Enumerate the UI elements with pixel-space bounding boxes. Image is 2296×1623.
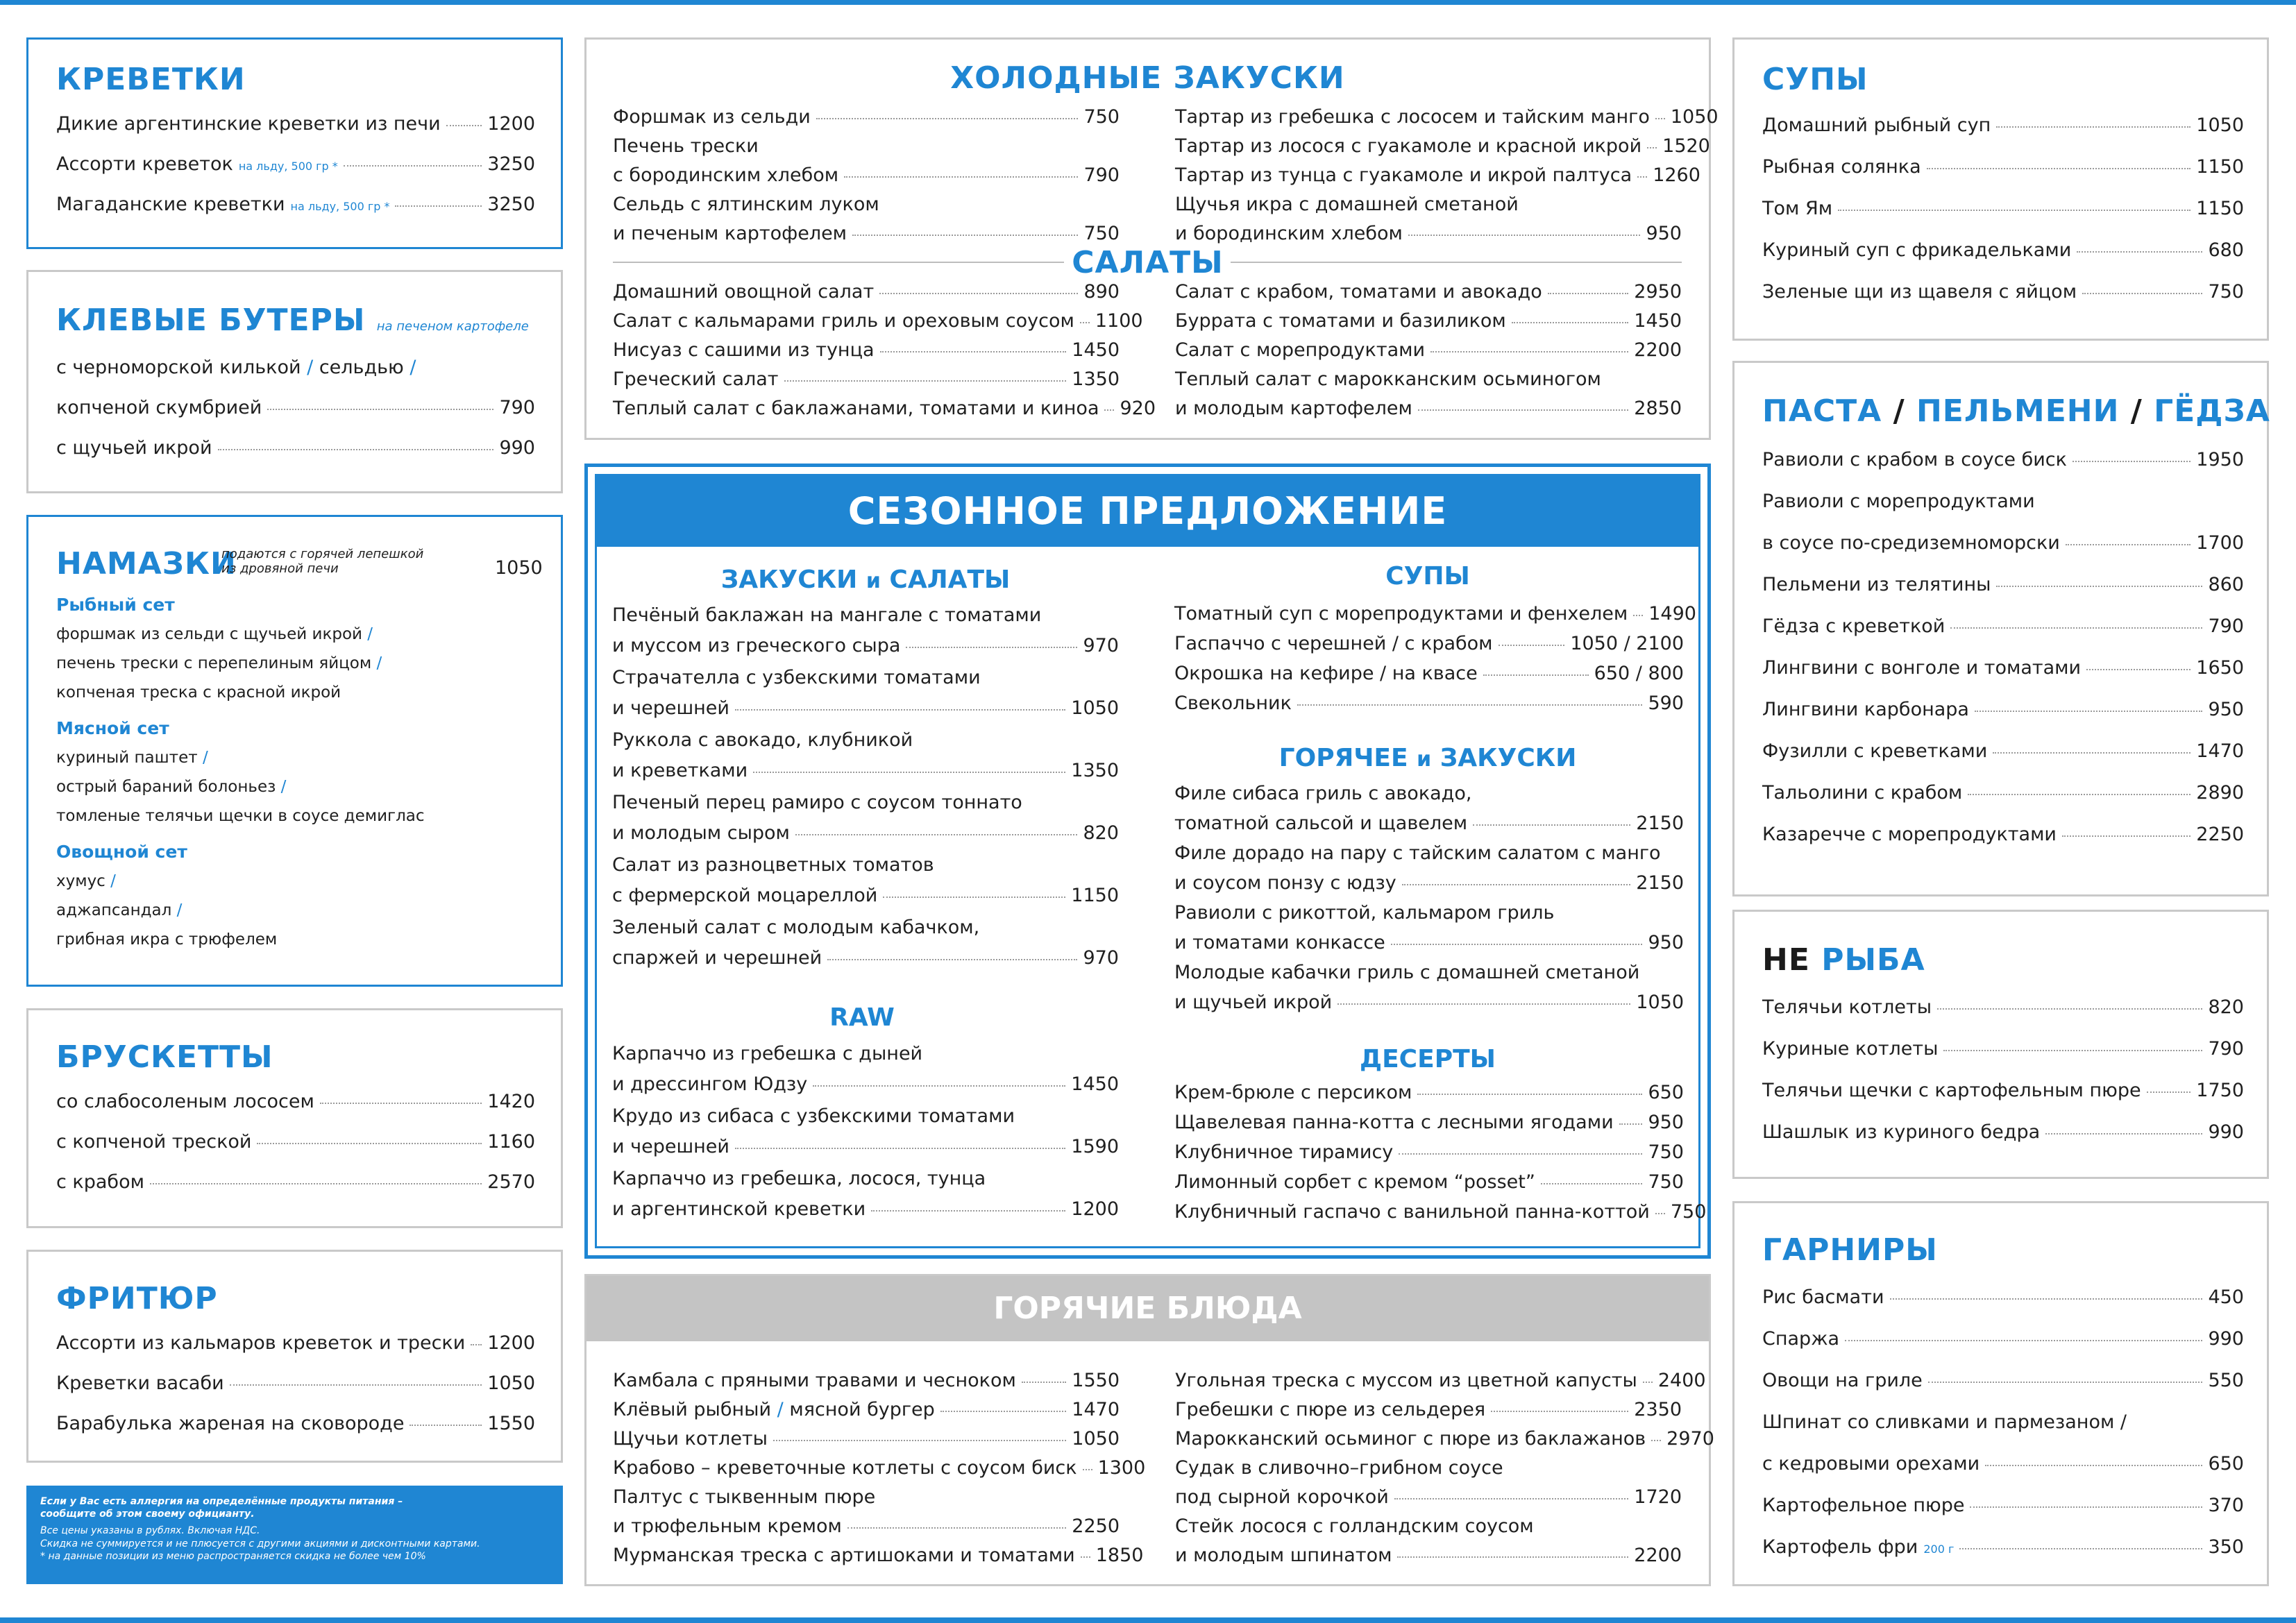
menu-item-line: Щучья икра с домашней сметаной — [1175, 194, 1519, 215]
menu-item: и аргентинской креветки 1200 — [612, 1198, 1119, 1220]
menu-item-line: Печень трески — [613, 135, 759, 157]
not-fish-section — [1732, 910, 2269, 1179]
list-item: форшмак из сельди с щучьей икрой / — [56, 625, 373, 643]
menu-item: Телячьи котлеты 820 — [1762, 996, 2244, 1018]
menu-item-line: Карпаччо из гребешка, лосося, тунца — [612, 1168, 986, 1189]
menu-item: Спаржа 990 — [1762, 1328, 2244, 1350]
menu-item-line: Салат из разноцветных томатов — [612, 854, 934, 876]
menu-item: Дикие аргентинские креветки из печи 1200 — [56, 113, 535, 135]
section-title: САЛАТЫ — [1072, 245, 1224, 280]
menu-item: Томатный суп с морепродуктами и фенхелем 1490 — [1174, 603, 1696, 624]
menu-item: Крабово – креветочные котлеты с соусом биск 1300 — [613, 1457, 1146, 1479]
sides-section — [1732, 1201, 2269, 1586]
menu-item: с бородинским хлебом 790 — [613, 164, 1120, 186]
menu-item-line: Сельдь с ялтинским луком — [613, 194, 879, 215]
menu-item: и черешней 1050 — [612, 697, 1119, 719]
butery-section — [26, 270, 563, 493]
menu-item: копченой скумбрией 790 — [56, 397, 535, 418]
list-item: аджапсандал / — [56, 901, 183, 919]
menu-item: и трюфельным кремом 2250 — [613, 1515, 1120, 1537]
seasonal-title: СЕЗОННОЕ ПРЕДЛОЖЕНИЕ — [597, 476, 1698, 547]
menu-item: Клубничный гаспачо с ванильной панна-коттой 750 — [1174, 1201, 1707, 1223]
footnote: Если у Вас есть аллергия на определённые продукты питания – сообщите об этом своему официанту. Все цены указаны в рублях. Включая НДС. Скидка не суммируется и не плюсуется с другими акциями и дисконтными картами. * на данные позиции из меню распространяется скидка не более чем 10% — [26, 1486, 563, 1584]
menu-item: Том Ям 1150 — [1762, 198, 2244, 219]
menu-item: Греческий салат 1350 — [613, 368, 1120, 390]
menu-item: Пельмени из телятины 860 — [1762, 574, 2244, 595]
section-title: КРЕВЕТКИ — [56, 62, 246, 97]
subsection-title: ЗАКУСКИ и САЛАТЫ — [720, 566, 1011, 594]
menu-item: Форшмак из сельди 750 — [613, 106, 1120, 128]
shrimp-section — [26, 37, 563, 249]
menu-item: Марокканский осьминог с пюре из баклажанов 2970 — [1175, 1428, 1714, 1450]
menu-item: Куриный суп с фрикадельками 680 — [1762, 239, 2244, 261]
menu-item: Мурманская треска с артишоками и томатами 1850 — [613, 1545, 1144, 1566]
menu-item-line: Руккола с авокадо, клубникой — [612, 729, 913, 751]
menu-item: Зеленые щи из щавеля с яйцом 750 — [1762, 281, 2244, 303]
namazki-section — [26, 515, 563, 987]
menu-item-line: Печёный баклажан на мангале с томатами — [612, 604, 1042, 626]
menu-item: и дрессингом Юдзу 1450 — [612, 1073, 1119, 1095]
menu-item: Нисуаз с сашими из тунца 1450 — [613, 339, 1120, 361]
menu-item-line: Филе дорадо на пару с тайским салатом с манго — [1174, 842, 1661, 864]
menu-item: с черноморской килькой / сельдью / — [56, 357, 416, 378]
menu-item: с крабом 2570 — [56, 1171, 535, 1193]
section-title: НЕ РЫБА — [1762, 942, 1925, 978]
group-title: Овощной сет — [56, 842, 187, 862]
menu-item: Ассорти из кальмаров креветок и трески 1200 — [56, 1332, 535, 1354]
group-title: Мясной сет — [56, 718, 169, 738]
menu-item: Камбала с пряными травами и чесноком 1550 — [613, 1370, 1120, 1391]
section-title: ГАРНИРЫ — [1762, 1232, 1938, 1268]
menu-item: Магаданские креветки на льду, 500 гр * 3250 — [56, 194, 535, 215]
subsection-title: ГОРЯЧЕЕ и ЗАКУСКИ — [1278, 744, 1577, 772]
list-item: томленые телячьи щечки в соусе демиглас — [56, 807, 425, 825]
section-title: НАМАЗКИ — [56, 546, 237, 581]
price: 1050 — [495, 557, 543, 579]
menu-item: Теплый салат с баклажанами, томатами и киноа 920 — [613, 398, 1156, 419]
menu-item: Креветки васаби 1050 — [56, 1373, 535, 1394]
group-title: Рыбный сет — [56, 595, 175, 615]
menu-item: Телячьи щечки с картофельным пюре 1750 — [1762, 1080, 2244, 1101]
menu-item: и креветками 1350 — [612, 760, 1119, 781]
menu-item: Угольная треска с муссом из цветной капусты 2400 — [1175, 1370, 1706, 1391]
menu-item-line: Палтус с тыквенным пюре — [613, 1486, 876, 1508]
menu-item: и черешней 1590 — [612, 1136, 1119, 1157]
section-title: СУПЫ — [1762, 62, 1868, 97]
menu-item: Лимонный сорбет с кремом “posset” 750 — [1174, 1171, 1684, 1193]
menu-item-line: Шпинат со сливками и пармезаном / — [1762, 1411, 2127, 1433]
fryer-section — [26, 1250, 563, 1463]
menu-item: и соусом понзу с юдзу 2150 — [1174, 872, 1684, 894]
menu-item: Барабулька жареная на сковороде 1550 — [56, 1413, 535, 1434]
menu-item: Домашний рыбный суп 1050 — [1762, 114, 2244, 136]
menu-item: Гёдза с креветкой 790 — [1762, 615, 2244, 637]
menu-item: под сырной корочкой 1720 — [1175, 1486, 1682, 1508]
subsection-title: СУПЫ — [1385, 562, 1470, 590]
menu-item: и томатами конкассе 950 — [1174, 932, 1684, 953]
menu-item: томатной сальсой и щавелем 2150 — [1174, 813, 1684, 834]
menu-item: со слабосоленым лососем 1420 — [56, 1091, 535, 1112]
section-title: ПАСТА / ПЕЛЬМЕНИ / ГЁДЗА — [1762, 393, 2270, 429]
menu-item-line: Теплый салат с марокканским осьминогом — [1175, 368, 1601, 390]
menu-item: Домашний овощной салат 890 — [613, 281, 1120, 303]
menu-item: Салат с крабом, томатами и авокадо 2950 — [1175, 281, 1682, 303]
menu-item: в соусе по-средиземноморски 1700 — [1762, 532, 2244, 554]
menu-item: Картофель фри 200 г 350 — [1762, 1536, 2244, 1558]
pasta-section — [1732, 361, 2269, 897]
subsection-title: RAW — [829, 1003, 895, 1032]
menu-item: Рыбная солянка 1150 — [1762, 156, 2244, 178]
menu-item: Тартар из гребешка с лососем и тайским манго 1050 — [1175, 106, 1719, 128]
menu-item: Лингвини карбонара 950 — [1762, 699, 2244, 720]
menu-item: и молодым шпинатом 2200 — [1175, 1545, 1682, 1566]
menu-item-line: Молодые кабачки гриль с домашней сметаной — [1174, 962, 1640, 983]
list-item: хумус / — [56, 872, 116, 890]
menu-item-line: Судак в сливочно–грибном соусе — [1175, 1457, 1503, 1479]
menu-item: Гребешки с пюре из сельдерея 2350 — [1175, 1399, 1682, 1420]
menu-item: Салат с кальмарами гриль и ореховым соусом 1100 — [613, 310, 1143, 332]
cold-starters-section — [584, 37, 1719, 440]
hot-dishes-section — [584, 1274, 1714, 1586]
menu-item: Клубничное тирамису 750 — [1174, 1141, 1684, 1163]
section-title: ГОРЯЧИЕ БЛЮДА — [586, 1276, 1709, 1341]
menu-item: с кедровыми орехами 650 — [1762, 1453, 2244, 1475]
menu-item: с щучьей икрой 990 — [56, 437, 535, 459]
menu-item-line: Крудо из сибаса с узбекскими томатами — [612, 1105, 1015, 1127]
menu-item: Гаспаччо с черешней / с крабом 1050 / 2100 — [1174, 633, 1684, 654]
list-item: печень трески с перепелиным яйцом / — [56, 654, 382, 672]
menu-item: и муссом из греческого сыра 970 — [612, 635, 1119, 656]
section-title: ФРИТЮР — [56, 1281, 218, 1316]
menu-item: Тартар из лосося с гуакамоле и красной икрой 1520 — [1175, 135, 1710, 157]
menu-item: Щучьи котлеты 1050 — [613, 1428, 1120, 1450]
menu-item: спаржей и черешней 970 — [612, 947, 1119, 969]
menu-item-line: Равиоли с рикоттой, кальмаром гриль — [1174, 902, 1555, 924]
bottom-edge-bar — [0, 1617, 2296, 1623]
menu-item: и печеным картофелем 750 — [613, 223, 1120, 244]
menu-item: с копченой треской 1160 — [56, 1131, 535, 1153]
menu-item: Казаречче с морепродуктами 2250 — [1762, 824, 2244, 845]
menu-item: Тальолини с крабом 2890 — [1762, 782, 2244, 804]
menu-item: Клёвый рыбный / мясной бургер 1470 — [613, 1399, 1120, 1420]
menu-item: Буррата с томатами и базиликом 1450 — [1175, 310, 1682, 332]
menu-item: Ассорти креветок на льду, 500 гр * 3250 — [56, 153, 535, 175]
menu-item: и бородинским хлебом 950 — [1175, 223, 1682, 244]
subsection-title: ДЕСЕРТЫ — [1360, 1045, 1496, 1073]
menu-item-line: Страчателла с узбекскими томатами — [612, 667, 981, 688]
menu-item: и молодым картофелем 2850 — [1175, 398, 1682, 419]
section-title: ХОЛОДНЫЕ ЗАКУСКИ — [950, 60, 1345, 96]
menu-item: Свекольник 590 — [1174, 692, 1684, 714]
section-title: КЛЕВЫЕ БУТЕРЫ на печеном картофеле — [56, 303, 529, 338]
menu-item-line: Филе сибаса гриль с авокадо, — [1174, 783, 1472, 804]
menu-item: Салат с морепродуктами 2200 — [1175, 339, 1682, 361]
menu-item: Фузилли с креветками 1470 — [1762, 740, 2244, 762]
menu-item: Картофельное пюре 370 — [1762, 1495, 2244, 1516]
soups-section — [1732, 37, 2269, 341]
menu-item: Овощи на гриле 550 — [1762, 1370, 2244, 1391]
menu-item-line: Равиоли с морепродуктами — [1762, 491, 2035, 512]
menu-item: Тартар из тунца с гуакамоле и икрой палтуса 1260 — [1175, 164, 1700, 186]
menu-item: Шашлык из куриного бедра 990 — [1762, 1121, 2244, 1143]
menu-item: Куриные котлеты 790 — [1762, 1038, 2244, 1060]
top-edge-bar — [0, 0, 2296, 5]
bruschetta-section — [26, 1008, 563, 1228]
list-item: копченая треска с красной икрой — [56, 683, 341, 702]
menu-item: с фермерской моцареллой 1150 — [612, 885, 1119, 906]
menu-item-line: Стейк лосося с голландским соусом — [1175, 1515, 1534, 1537]
menu-item: Щавелевая панна-котта с лесными ягодами 950 — [1174, 1112, 1684, 1133]
menu-item: Равиоли с крабом в соусе биск 1950 — [1762, 449, 2244, 470]
menu-item-line: Печеный перец рамиро с соусом тоннато — [612, 792, 1022, 813]
menu-item: и молодым сыром 820 — [612, 822, 1119, 844]
list-item: острый бараний болоньез / — [56, 778, 287, 796]
menu-item: Окрошка на кефире / на квасе 650 / 800 — [1174, 663, 1684, 684]
menu-item-line: Карпаччо из гребешка с дыней — [612, 1043, 923, 1064]
menu-item: Крем-брюле с персиком 650 — [1174, 1082, 1684, 1103]
menu-item: и щучьей икрой 1050 — [1174, 992, 1684, 1013]
menu-item: Лингвини с вонголе и томатами 1650 — [1762, 657, 2244, 679]
serving-note: подаются с горячей лепешкой из дровяной печи — [221, 547, 424, 576]
section-title: БРУСКЕТТЫ — [56, 1039, 273, 1075]
menu-item: Рис басмати 450 — [1762, 1286, 2244, 1308]
list-item: куриный паштет / — [56, 749, 208, 767]
list-item: грибная икра с трюфелем — [56, 931, 278, 949]
menu-item-line: Зеленый салат с молодым кабачком, — [612, 917, 980, 938]
